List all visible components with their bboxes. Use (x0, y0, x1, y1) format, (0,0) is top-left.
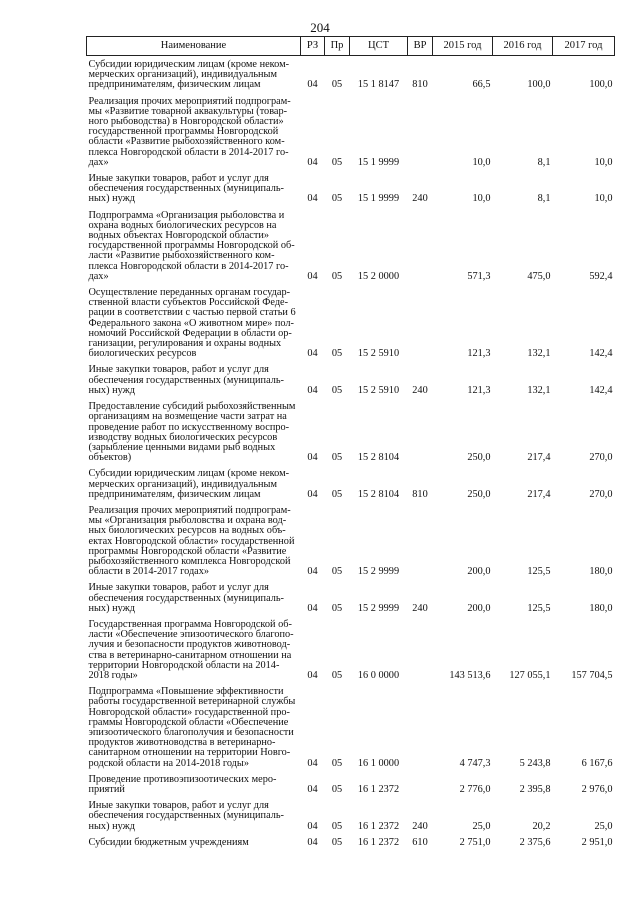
row-value-2017: 270,0 (589, 452, 613, 464)
row-name: Предоставление субсидий рыбохозяйственным организациям на возмещение части затрат на проведение работ по искусственному воспро-изводству водных биологических ресурсов (зарыбление ценными видами рыб водных объектов) (88, 401, 296, 464)
row-pr: 05 (331, 820, 343, 832)
row-pr: 05 (331, 348, 343, 360)
row-name: Подпрограмма «Повышение эффективности работы государственной ветеринарной службы Новгородской области» государственной про-граммы Новгородской области «Обеспечение эпизоотического благополучия и безопасности продуктов животноводства в ветеринарно-санитарном отношении на территории Новго-родской области на 2014-2018 годы» (88, 686, 296, 769)
row-value-2015: 121,3 (467, 384, 491, 396)
row-vr (408, 683, 433, 771)
row-value-2016: 8,1 (537, 193, 551, 205)
row-vr: 240 (412, 820, 428, 832)
table-row (87, 771, 615, 797)
table-row (87, 56, 615, 93)
row-cst: 15 1 9999 (357, 156, 400, 168)
row-pr: 05 (331, 193, 343, 205)
row-pr: 05 (331, 836, 343, 848)
row-value-2016: 127 055,1 (509, 669, 551, 681)
row-value-2017: 157 704,5 (571, 669, 613, 681)
table-row (87, 284, 615, 361)
row-cst: 15 2 9999 (357, 602, 400, 614)
row-vr: 810 (412, 488, 428, 500)
row-pr: 05 (331, 669, 343, 681)
row-name: Государственная программа Новгородской об-ласти «Обеспечение эпизоотического благопо-лучия и безопасности продуктов животновод-ства в ветеринарно-санитарном отношении на территории Новгородской области на 2014-2018 годы» (88, 618, 294, 681)
row-vr: 240 (412, 384, 428, 396)
row-pr: 05 (331, 566, 343, 578)
page-number: 204 (310, 20, 330, 35)
row-rz: 04 (307, 270, 318, 282)
table-row (87, 465, 615, 502)
table-row (87, 616, 615, 683)
row-name: Иные закупки товаров, работ и услуг для обеспечения государственных (муниципаль-ных) нужд (88, 800, 284, 832)
row-vr (408, 502, 433, 579)
table-row (87, 93, 615, 170)
row-value-2016: 8,1 (537, 156, 551, 168)
row-cst: 15 2 0000 (357, 270, 400, 282)
row-vr (408, 398, 433, 465)
table-row (87, 361, 615, 398)
row-rz: 04 (307, 820, 318, 832)
row-rz: 04 (307, 757, 318, 769)
header-vr: ВР (408, 37, 433, 56)
row-name: Иные закупки товаров, работ и услуг для обеспечения государственных (муниципаль-ных) нужд (88, 364, 284, 396)
table-row (87, 797, 615, 834)
row-value-2016: 100,0 (527, 79, 551, 91)
row-value-2017: 592,4 (589, 270, 613, 282)
row-vr: 240 (412, 602, 428, 614)
row-vr: 610 (412, 836, 428, 848)
row-value-2015: 250,0 (467, 452, 491, 464)
row-rz: 04 (307, 836, 318, 848)
row-pr: 05 (331, 757, 343, 769)
row-cst: 15 1 9999 (357, 193, 400, 205)
row-value-2015: 2 751,0 (459, 836, 491, 848)
row-vr (408, 207, 433, 284)
row-pr: 05 (331, 270, 343, 282)
row-cst: 15 1 8147 (357, 79, 400, 91)
row-name: Реализация прочих мероприятий подпрограм-мы «Развитие товарной аквакультуры (товар-ного рыбоводства) в Новгородской области» государственной программы Новгородской области «Развитие рыбохозяйственного ком-плекса Новгородской области в 2014-2017 го-дах» (88, 95, 291, 168)
table-row (87, 579, 615, 616)
header-cst: ЦСТ (350, 37, 408, 56)
header-2017: 2017 год (553, 37, 615, 56)
row-pr: 05 (331, 488, 343, 500)
row-value-2017: 180,0 (589, 566, 613, 578)
table-row (87, 502, 615, 579)
header-pr: Пр (325, 37, 350, 56)
row-value-2016: 20,2 (532, 820, 551, 832)
row-value-2017: 2 976,0 (581, 784, 613, 795)
row-name: Субсидии юридическим лицам (кроме неком-мерческих организаций), индивидуальным предпринимателям, физическим лицам (88, 59, 290, 91)
row-value-2015: 121,3 (467, 348, 491, 360)
row-vr (408, 93, 433, 170)
row-value-2017: 10,0 (594, 156, 613, 168)
row-cst: 16 1 2372 (357, 836, 400, 848)
row-value-2016: 2 395,8 (519, 784, 551, 795)
budget-table (86, 36, 615, 850)
table-row (87, 398, 615, 465)
row-rz: 04 (307, 566, 318, 578)
header-name: Наименование (87, 37, 301, 56)
row-value-2017: 2 951,0 (581, 836, 613, 848)
row-rz: 04 (307, 452, 318, 464)
row-value-2015: 66,5 (472, 79, 491, 91)
row-value-2015: 10,0 (472, 193, 491, 205)
row-cst: 15 2 5910 (357, 384, 400, 396)
row-value-2015: 10,0 (472, 156, 491, 168)
row-value-2015: 2 776,0 (459, 784, 491, 795)
row-rz: 04 (307, 384, 318, 396)
row-rz: 04 (307, 488, 318, 500)
row-value-2016: 132,1 (527, 348, 551, 360)
row-value-2017: 270,0 (589, 488, 613, 500)
row-name: Субсидии юридическим лицам (кроме неком-мерческих организаций), индивидуальным предпринимателям, физическим лицам (88, 468, 290, 500)
row-pr: 05 (331, 156, 343, 168)
table-header-row (87, 37, 615, 56)
row-value-2017: 180,0 (589, 602, 613, 614)
row-value-2016: 5 243,8 (519, 757, 551, 769)
row-vr (408, 616, 433, 683)
row-name: Иные закупки товаров, работ и услуг для обеспечения государственных (муниципаль-ных) нужд (88, 173, 284, 205)
row-vr (408, 284, 433, 361)
row-value-2017: 6 167,6 (581, 757, 613, 769)
row-name: Подпрограмма «Организация рыболовства и охрана водных биологических ресурсов на водных объектах Новгородской области» государственной программы Новгородской об-ласти «Развитие рыбохозяйственного ком-плекса Новгородской области в 2014-2017 го-дах» (88, 209, 295, 282)
row-rz: 04 (307, 602, 318, 614)
row-vr: 810 (412, 79, 428, 91)
table-row (87, 834, 615, 850)
row-value-2017: 142,4 (589, 348, 613, 360)
row-value-2016: 2 375,6 (519, 836, 551, 848)
row-rz: 04 (307, 348, 318, 360)
header-rz: РЗ (301, 37, 325, 56)
row-rz: 04 (307, 669, 318, 681)
row-pr: 05 (331, 602, 343, 614)
row-pr: 05 (331, 384, 343, 396)
row-name: Субсидии бюджетным учреждениям (88, 836, 249, 848)
row-value-2015: 200,0 (467, 602, 491, 614)
row-value-2015: 143 513,6 (449, 669, 491, 681)
row-value-2015: 250,0 (467, 488, 491, 500)
row-value-2015: 571,3 (467, 270, 491, 282)
row-value-2016: 217,4 (527, 452, 551, 464)
row-value-2016: 125,5 (527, 566, 551, 578)
table-row (87, 207, 615, 284)
row-value-2017: 100,0 (589, 79, 613, 91)
row-value-2015: 4 747,3 (459, 757, 491, 769)
row-rz: 04 (307, 79, 318, 91)
row-rz: 04 (307, 156, 318, 168)
row-cst: 16 1 0000 (357, 757, 400, 769)
row-value-2015: 200,0 (467, 566, 491, 578)
row-cst: 15 2 9999 (357, 566, 400, 578)
row-value-2016: 475,0 (527, 270, 551, 282)
header-2016: 2016 год (493, 37, 553, 56)
row-value-2017: 25,0 (594, 820, 613, 832)
table-body (87, 56, 615, 851)
row-name: Иные закупки товаров, работ и услуг для обеспечения государственных (муниципаль-ных) нужд (88, 582, 284, 614)
row-cst: 15 2 5910 (357, 348, 400, 360)
row-pr: 05 (331, 784, 343, 795)
row-cst: 15 2 8104 (357, 452, 400, 464)
row-cst: 16 1 2372 (357, 784, 400, 795)
row-name: Осуществление переданных органам государ-ственной власти субъектов Российской Феде-рации в соответствии с частью первой статьи 6 Федерального закона «О животном мире» пол-номочий Российской Федерации в области ор-ганизации, регулирования и охраны водных биологических ресурсов (88, 287, 296, 360)
table-row (87, 170, 615, 207)
row-name: Реализация прочих мероприятий подпрограм-мы «Организация рыболовства и охрана вод-ных биологических ресурсов на водных объ-ектах Новгородской области» государственной программы Новгородской области «Развитие рыбохозяйственного комплекса Новгородской области в 2014-2017 годах» (88, 504, 295, 578)
row-pr: 05 (331, 79, 343, 91)
row-pr: 05 (331, 452, 343, 464)
row-cst: 16 0 0000 (357, 669, 400, 681)
table-row (87, 683, 615, 771)
row-vr (408, 771, 433, 797)
row-cst: 16 1 2372 (357, 820, 400, 832)
row-value-2016: 132,1 (527, 384, 551, 396)
row-value-2016: 125,5 (527, 602, 551, 614)
header-2015: 2015 год (433, 37, 493, 56)
row-value-2017: 142,4 (589, 384, 613, 396)
row-value-2016: 217,4 (527, 488, 551, 500)
row-rz: 04 (307, 193, 318, 205)
row-cst: 15 2 8104 (357, 488, 400, 500)
row-value-2017: 10,0 (594, 193, 613, 205)
row-name: Проведение противоэпизоотических меро-приятий (88, 773, 277, 795)
row-rz: 04 (307, 784, 318, 795)
row-value-2015: 25,0 (472, 820, 491, 832)
row-vr: 240 (412, 193, 428, 205)
